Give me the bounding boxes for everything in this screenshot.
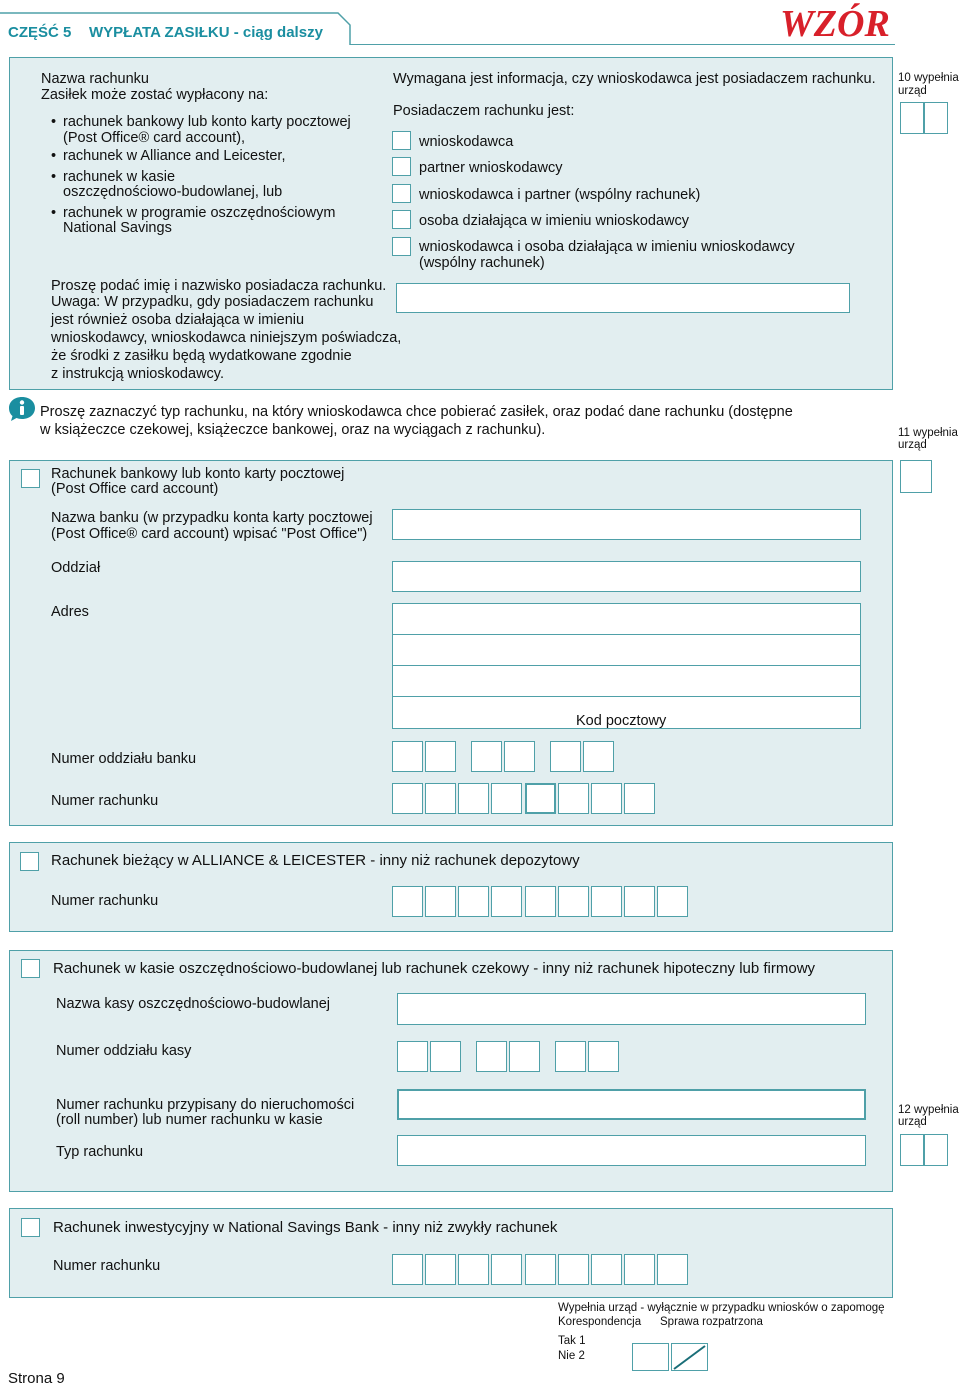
holder-prompt-line3: jest również osoba działająca w imieniu xyxy=(51,312,305,328)
account-type-input[interactable] xyxy=(397,1135,866,1166)
no-label: Nie 2 xyxy=(558,1350,585,1362)
option-applicant-label: wnioskodawca xyxy=(419,134,514,150)
option-applicant-checkbox[interactable] xyxy=(392,131,411,150)
address-input-line3[interactable] xyxy=(392,665,861,697)
account-number-cell[interactable] xyxy=(458,783,489,814)
option-joint-appointee-label-line1: wnioskodawca i osoba działająca w imieniu wnioskodawcy xyxy=(419,239,795,255)
wzor-stamp: WZÓR xyxy=(780,3,890,45)
page-number: Strona 9 xyxy=(8,1370,65,1387)
sort-code-cell[interactable] xyxy=(550,741,581,772)
office-use-11-cell[interactable] xyxy=(900,460,932,493)
national-savings-title: Rachunek inwestycyjny w National Savings Bank - inny niż zwykły rachunek xyxy=(53,1219,558,1236)
account-number-cell[interactable] xyxy=(425,1254,456,1285)
sort-code-cell[interactable] xyxy=(504,741,535,772)
bank-account-title-line2: (Post Office card account) xyxy=(51,481,219,497)
postcode-label: Kod pocztowy xyxy=(576,713,667,729)
account-number-cell[interactable] xyxy=(425,886,456,917)
branch-label: Oddział xyxy=(51,560,101,576)
bullet-1-line1: rachunek bankowy lub konto karty pocztowej xyxy=(63,114,351,130)
bullet-4-line1: rachunek w programie oszczędnościowym xyxy=(63,205,336,221)
holder-prompt-line4: wnioskodawcy, wnioskodawca niniejszym poświadcza, xyxy=(51,330,402,346)
office-use-10-cell-1[interactable] xyxy=(900,102,924,134)
roll-number-input[interactable] xyxy=(397,1089,866,1120)
roll-number-label-line1: Numer rachunku przypisany do nieruchomości xyxy=(56,1097,355,1113)
account-number-cell[interactable] xyxy=(458,1254,489,1285)
national-savings-account-number-label: Numer rachunku xyxy=(53,1258,161,1274)
office-use-10-line2: urząd xyxy=(898,85,927,97)
holder-is-label: Posiadaczem rachunku jest: xyxy=(393,103,575,119)
sort-code-cell[interactable] xyxy=(471,741,502,772)
office-use-12-cell-1[interactable] xyxy=(900,1134,924,1166)
account-number-cell[interactable] xyxy=(425,783,456,814)
account-number-cell[interactable] xyxy=(591,886,622,917)
office-use-10-line1: 10 wypełnia xyxy=(898,72,959,84)
sort-code-label: Numer oddziału banku xyxy=(51,751,197,767)
branch-number-cell[interactable] xyxy=(430,1041,461,1072)
option-joint-appointee-label-line2: (wspólny rachunek) xyxy=(419,255,545,271)
address-input-line2[interactable] xyxy=(392,634,861,666)
account-number-cell[interactable] xyxy=(491,783,522,814)
bullet-dot: • xyxy=(51,205,57,221)
account-name-intro: Zasiłek może zostać wypłacony na: xyxy=(41,87,269,103)
account-number-cell[interactable] xyxy=(624,783,655,814)
sort-code-cell[interactable] xyxy=(425,741,456,772)
option-joint-partner-checkbox[interactable] xyxy=(392,184,411,203)
account-number-cell[interactable] xyxy=(392,783,423,814)
account-number-cell[interactable] xyxy=(624,886,655,917)
option-appointee-checkbox[interactable] xyxy=(392,210,411,229)
account-number-cell[interactable] xyxy=(591,783,622,814)
office-use-11-line1: 11 wypełnia xyxy=(898,427,958,439)
correspondence-box[interactable] xyxy=(632,1343,669,1371)
holder-prompt-line2: Uwaga: W przypadku, gdy posiadaczem rachunku xyxy=(51,294,374,310)
bullet-3-line2: oszczędnościowo-budowlanej, lub xyxy=(63,184,283,200)
account-number-cell[interactable] xyxy=(558,1254,589,1285)
account-number-cell[interactable] xyxy=(591,1254,622,1285)
info-note-line1: Proszę zaznaczyć typ rachunku, na który wnioskodawca chce pobierać zasiłek, oraz podać dane rachunku (dostępne xyxy=(40,404,793,420)
address-input-line1[interactable] xyxy=(392,603,861,635)
section-label: CZĘŚĆ 5 xyxy=(8,24,72,41)
office-use-12-cell-2[interactable] xyxy=(924,1134,948,1166)
bullet-4-line2: National Savings xyxy=(63,220,172,236)
bank-account-checkbox[interactable] xyxy=(21,469,40,488)
alliance-account-number-label: Numer rachunku xyxy=(51,893,159,909)
section-title: WYPŁATA ZASIŁKU - ciąg dalszy xyxy=(89,24,323,41)
account-number-cell[interactable] xyxy=(558,886,589,917)
option-partner-checkbox[interactable] xyxy=(392,157,411,176)
bank-name-input[interactable] xyxy=(392,509,861,540)
option-joint-appointee-checkbox[interactable] xyxy=(392,237,411,256)
building-society-title: Rachunek w kasie oszczędnościowo-budowlanej lub rachunek czekowy - inny niż rachunek hipoteczny lub firmowy xyxy=(53,960,816,977)
account-number-cell[interactable] xyxy=(657,886,688,917)
account-number-cell[interactable] xyxy=(392,886,423,917)
info-icon xyxy=(8,396,36,427)
building-society-checkbox[interactable] xyxy=(21,959,40,978)
address-label: Adres xyxy=(51,604,89,620)
branch-input[interactable] xyxy=(392,561,861,592)
info-note-line2: w książeczce czekowej, książeczce bankowej, oraz na wyciągach z rachunku). xyxy=(40,422,546,438)
bullet-3-line1: rachunek w kasie xyxy=(63,169,176,185)
account-number-cell[interactable] xyxy=(525,886,556,917)
building-society-name-input[interactable] xyxy=(397,993,866,1025)
holder-name-input[interactable] xyxy=(396,283,850,313)
yes-label: Tak 1 xyxy=(558,1335,586,1347)
account-number-cell[interactable] xyxy=(392,1254,423,1285)
office-use-12-line2: urząd xyxy=(898,1116,927,1128)
account-number-cell[interactable] xyxy=(458,886,489,917)
option-partner-label: partner wnioskodawcy xyxy=(419,160,563,176)
office-use-12-line1: 12 wypełnia xyxy=(898,1104,959,1116)
holder-prompt-line6: z instrukcją wnioskodawcy. xyxy=(51,366,224,382)
bullet-dot: • xyxy=(51,114,57,130)
option-joint-partner-label: wnioskodawca i partner (wspólny rachunek) xyxy=(419,187,701,203)
bank-account-title-line1: Rachunek bankowy lub konto karty pocztowej xyxy=(51,466,345,482)
branch-number-cell[interactable] xyxy=(476,1041,507,1072)
account-number-cell[interactable] xyxy=(491,1254,522,1285)
bullet-dot: • xyxy=(51,169,57,185)
account-number-cell[interactable] xyxy=(624,1254,655,1285)
bank-name-label-line2: (Post Office® card account) wpisać "Post Office") xyxy=(51,526,368,542)
alliance-checkbox[interactable] xyxy=(20,852,39,871)
account-number-cell[interactable] xyxy=(525,783,556,814)
office-note: Wypełnia urząd - wyłącznie w przypadku wniosków o zapomogę xyxy=(558,1302,885,1314)
branch-number-cell[interactable] xyxy=(397,1041,428,1072)
office-use-11-line2: urząd xyxy=(898,439,927,451)
branch-number-cell[interactable] xyxy=(555,1041,586,1072)
office-use-10-cell-2[interactable] xyxy=(924,102,948,134)
branch-number-cell[interactable] xyxy=(588,1041,619,1072)
account-number-cell[interactable] xyxy=(525,1254,556,1285)
account-number-cell[interactable] xyxy=(657,1254,688,1285)
building-society-branch-label: Numer oddziału kasy xyxy=(56,1043,192,1059)
case-processed-label: Sprawa rozpatrzona xyxy=(660,1316,763,1328)
checkmark-slash-icon xyxy=(671,1343,708,1376)
required-info: Wymagana jest informacja, czy wnioskodawca jest posiadaczem rachunku. xyxy=(393,71,876,87)
bank-account-number-label: Numer rachunku xyxy=(51,793,159,809)
branch-number-cell[interactable] xyxy=(509,1041,540,1072)
account-number-cell[interactable] xyxy=(558,783,589,814)
bullet-2-line1: rachunek w Alliance and Leicester, xyxy=(63,148,286,164)
account-number-cell[interactable] xyxy=(491,886,522,917)
holder-prompt-line1: Proszę podać imię i nazwisko posiadacza rachunku. xyxy=(51,278,387,294)
sort-code-cell[interactable] xyxy=(583,741,614,772)
account-type-label: Typ rachunku xyxy=(56,1144,144,1160)
building-society-name-label: Nazwa kasy oszczędnościowo-budowlanej xyxy=(56,996,331,1012)
option-appointee-label: osoba działająca w imieniu wnioskodawcy xyxy=(419,213,689,229)
correspondence-label: Korespondencja xyxy=(558,1316,642,1328)
sort-code-cell[interactable] xyxy=(392,741,423,772)
holder-prompt-line5: że środki z zasiłku będą wydatkowane zgodnie xyxy=(51,348,352,364)
bank-name-label-line1: Nazwa banku (w przypadku konta karty pocztowej xyxy=(51,510,373,526)
alliance-title: Rachunek bieżący w ALLIANCE & LEICESTER - inny niż rachunek depozytowy xyxy=(51,852,580,869)
roll-number-label-line2: (roll number) lub numer rachunku w kasie xyxy=(56,1112,323,1128)
national-savings-checkbox[interactable] xyxy=(21,1218,40,1237)
account-name-heading: Nazwa rachunku xyxy=(41,71,149,87)
bullet-dot: • xyxy=(51,148,57,164)
bullet-1-line2: (Post Office® card account), xyxy=(63,130,246,146)
